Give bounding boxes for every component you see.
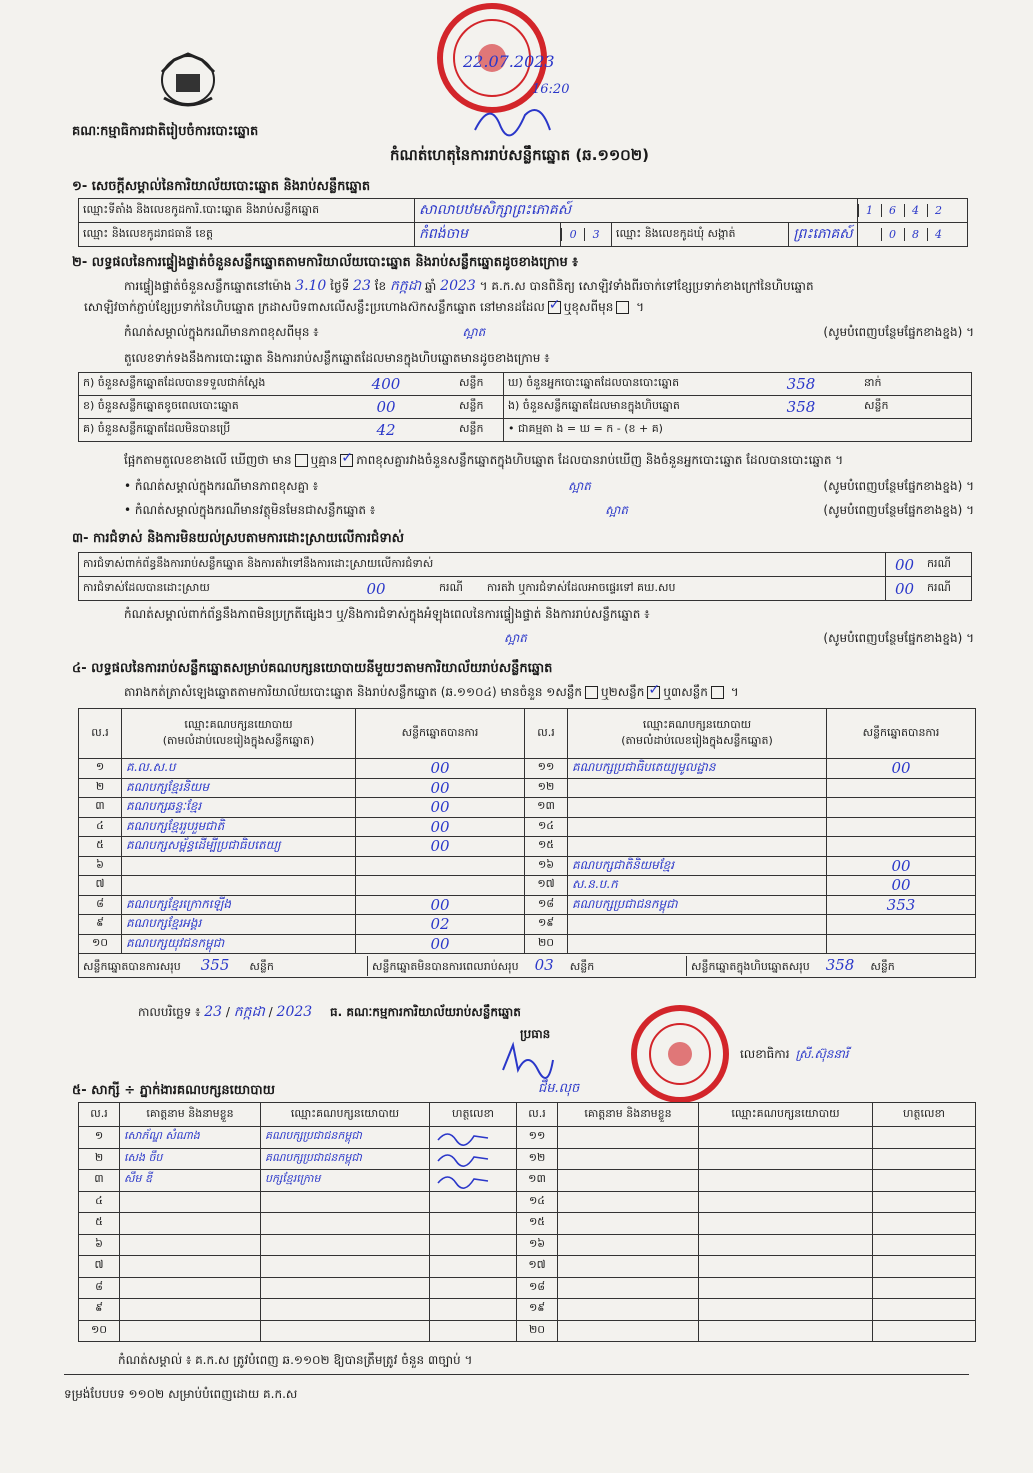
table-row (79, 778, 976, 798)
party-name: គណបក្សខ្មែររួបរួមជាតិ (122, 817, 356, 837)
witness-name (120, 1320, 261, 1342)
witness-party (261, 1256, 430, 1278)
witness-party (261, 1191, 430, 1213)
irregularity-note: កំណត់សម្គាល់ពាក់ព័ន្ធនឹងភាពមិនប្រក្រតីផ្សេងៗ ឬ/និងការជំទាស់ក្នុងអំឡុងពេលនៃការផ្ទៀងផ្ទាត់ និងការរាប់សន្លឹកឆ្នោត ៖ (124, 607, 650, 621)
row-number: ១១ (525, 759, 568, 779)
witness-signature-icon (434, 1171, 494, 1187)
org-name: គណៈកម្មាធិការជាតិរៀបចំការបោះឆ្នោត (72, 124, 259, 139)
record-sheets: តារាងកត់ត្រាសំឡេងឆ្នោតតាមការិយាល័យបោះឆ្នោត និងរាប់សន្លឹកឆ្នោត (ឆ.១១០៤) មានចំនួន ១សន្លឹក ឬ២សន្លឹក✓ ឬ៣សន្លឹក ។ (124, 684, 974, 702)
party-votes: 00 (356, 895, 525, 915)
row-number: ៦ (79, 856, 122, 876)
witness-signature (430, 1299, 517, 1321)
row-number: ១៩ (517, 1299, 558, 1321)
witness-signature (430, 1277, 517, 1299)
row-number: ១២ (525, 778, 568, 798)
province-code: 0 3 (561, 223, 612, 247)
witness-party (261, 1213, 430, 1235)
witness-name (558, 1299, 699, 1321)
row-number: ១៥ (517, 1213, 558, 1235)
witness-party (261, 1320, 430, 1342)
witness-party (699, 1256, 873, 1278)
figures-table (78, 372, 972, 442)
row-number: ១៥ (525, 837, 568, 857)
table-row (79, 856, 976, 876)
section1-table (78, 198, 968, 247)
party-name: ស.ន.ប.ក (568, 876, 827, 896)
row-number: ៣ (79, 1170, 120, 1192)
witness-party (699, 1234, 873, 1256)
chair-name: ជឹម.លុច (538, 1081, 580, 1096)
table-row (79, 1256, 976, 1278)
party-votes: 00 (827, 876, 976, 896)
party-name: គណបក្សខ្មែរក្រោកឡើង (122, 895, 356, 915)
witness-signature (873, 1191, 976, 1213)
witness-party (699, 1277, 873, 1299)
witness-signature (430, 1320, 517, 1342)
nec-emblem-icon (150, 42, 228, 114)
party-votes (356, 856, 525, 876)
witness-signature (873, 1127, 976, 1149)
party-name (122, 876, 356, 896)
row-number: ១៨ (525, 895, 568, 915)
footnote: កំណត់សម្គាល់ ៖ គ.ក.ស ត្រូវបំពេញ ឆ.១១០២ ឱ្យបានត្រឹមត្រូវ ចំនួន ៣ច្បាប់ ។ (118, 1353, 473, 1367)
date-line: កាលបរិច្ឆេទ ៖ 23 / កក្កដា / 2023 ធ. គណៈកម្មការការិយាល័យរាប់សន្លឹកឆ្នោត (138, 1004, 521, 1020)
witness-name (558, 1191, 699, 1213)
witness-name (120, 1277, 261, 1299)
figure-row: ខ) ចំនួនសន្លឹកឆ្នោតខូចពេលបោះឆ្នោត 00 សន្លឹក ង) ចំនួនសន្លឹកឆ្នោតដែលមានក្នុងហិបឆ្នោត 358 សន្លឹក (79, 396, 972, 419)
chair-label: ប្រធាន (520, 1027, 551, 1041)
party-votes (356, 876, 525, 896)
station-name: សាលាបឋមសិក្សាព្រះភោគស៍ (415, 199, 858, 223)
party-votes: 00 (356, 759, 525, 779)
row-number: ១១ (517, 1127, 558, 1149)
witness-party (699, 1320, 873, 1342)
form-title: កំណត់ហេតុនៃការរាប់សន្លឹកឆ្នោត (ឆ.១១០២) (390, 146, 650, 164)
witness-name (558, 1256, 699, 1278)
row-number: ២០ (517, 1320, 558, 1342)
commune-label: ឈ្មោះ និងលេខកូដឃុំ សង្កាត់ (611, 223, 788, 247)
table-row (79, 1213, 976, 1235)
witness-signature (430, 1148, 517, 1170)
witness-signature-icon (434, 1128, 494, 1144)
witness-name (120, 1191, 261, 1213)
witness-party (699, 1170, 873, 1192)
seal-paragraph: សោឡិវចាក់ភ្ជាប់ខ្សែប្រទាក់នៃហិបឆ្នោត ក្រដាសបិទពាសលើសន្លឹះប្រហោងស៊កសន្លឹកឆ្នោត នៅមានដដែល✓ ឬខុសពីមុន ។ (84, 299, 974, 317)
row-number: ១៣ (525, 798, 568, 818)
table-row (79, 915, 976, 935)
party-name: គណបក្សប្រជាជនកម្ពុជា (568, 895, 827, 915)
row-number: ១៣ (517, 1170, 558, 1192)
figure-row: ក) ចំនួនសន្លឹកឆ្នោតដែលបានទទួលជាក់ស្តែង 400 សន្លឹក ឃ) ចំនួនអ្នកបោះឆ្នោតដែលបានបោះឆ្នោត 358 នាក់ (79, 373, 972, 396)
witness-party (699, 1127, 873, 1149)
form-reference: ទម្រង់បែបបទ ១១០២ សម្រាប់បំពេញដោយ គ.ក.ស (64, 1387, 298, 1401)
witness-name (120, 1256, 261, 1278)
row-number: ៩ (79, 1299, 120, 1321)
party-votes: 00 (827, 856, 976, 876)
party-votes: 00 (356, 934, 525, 954)
witness-name (558, 1320, 699, 1342)
row-number: ២ (79, 778, 122, 798)
party-name: គណបក្សខ្មែរអង្គរ (122, 915, 356, 935)
party-votes (827, 798, 976, 818)
witness-name (120, 1299, 261, 1321)
witness-signature (873, 1213, 976, 1235)
witness-name (120, 1234, 261, 1256)
party-name (568, 934, 827, 954)
table-row (79, 934, 976, 954)
same-checkbox[interactable] (548, 301, 561, 314)
three-sheets-checkbox[interactable] (711, 686, 724, 699)
party-votes (827, 817, 976, 837)
witness-name (558, 1213, 699, 1235)
commune-name: ព្រះភោគស៍ (789, 223, 857, 247)
party-votes (827, 915, 976, 935)
party-name (568, 837, 827, 857)
province-label: ឈ្មោះ និងលេខកូដរាជធានី ខេត្ត (79, 223, 415, 247)
witness-party: គណបក្សប្រជាជនកម្ពុជា (261, 1127, 430, 1149)
party-name: គណបក្សឆន្ទៈខ្មែរ (122, 798, 356, 818)
witness-name (558, 1127, 699, 1149)
witness-signature (873, 1320, 976, 1342)
row-number: ២ (79, 1148, 120, 1170)
row-number: ១៧ (525, 876, 568, 896)
party-votes: 00 (356, 837, 525, 857)
row-number: ១៤ (517, 1191, 558, 1213)
party-votes: 00 (356, 817, 525, 837)
party-votes: 00 (827, 759, 976, 779)
row-number: ៥ (79, 837, 122, 857)
discrepancy-paragraph: ផ្អែកតាមតួលេខខាងលើ ឃើញថា មាន ឬគ្មាន✓ ភាពខុសគ្នារវាងចំនួនសន្លឹកឆ្នោតក្នុងហិបឆ្នោត ដែលបានរាប់ឃើញ និងចំនួនអ្នកបោះឆ្នោត ដែលបានបោះឆ្នោត ។ (124, 452, 974, 470)
irregularity-value: ស្អាត (សូមបំពេញបន្ថែមផ្នែកខាងខ្នង) ។ (504, 631, 974, 645)
party-name: គណបក្សប្រជាធិបតេយ្យមូលដ្ឋាន (568, 759, 827, 779)
table-row (79, 1170, 976, 1192)
chair-signature-icon (498, 1040, 558, 1080)
verification-paragraph: ការផ្ទៀងផ្ទាត់ចំនួនសន្លឹកឆ្នោតនៅម៉ោង 3.10 ថ្ងៃទី 23 ខែ កក្កដា ឆ្នាំ 2023 ។ គ.ក.ស បានពិនិត្យ សោឡិវទាំងពីរចាក់ទៅខ្សែប្រទាក់ខាងក្រៅនៃហិបឆ្នោត (124, 278, 814, 294)
party-name (568, 798, 827, 818)
party-votes (827, 934, 976, 954)
committee-stamp-icon (615, 1004, 745, 1104)
row-number: ៨ (79, 895, 122, 915)
witness-signature (430, 1127, 517, 1149)
witness-signature-icon (434, 1149, 494, 1165)
witness-signature (873, 1299, 976, 1321)
witness-signature (873, 1234, 976, 1256)
section5-title: ៥- សាក្សី ÷ ភ្នាក់ងារគណបក្សនយោបាយ (72, 1083, 275, 1098)
party-name (122, 856, 356, 876)
witness-signature (430, 1191, 517, 1213)
row-number: ៧ (79, 1256, 120, 1278)
station-label: ឈ្មោះទីតាំង និងលេខកូដការិ.បោះឆ្នោត និងរាប់សន្លឹកឆ្នោត (79, 199, 415, 223)
province-name: កំពង់ចាម (415, 223, 561, 247)
witness-name (120, 1213, 261, 1235)
witness-signature (873, 1277, 976, 1299)
row-number: ១៦ (517, 1234, 558, 1256)
row-number: ៨ (79, 1277, 120, 1299)
figures-intro: តួលេខទាក់ទងនឹងការបោះឆ្នោត និងការរាប់សន្លឹកឆ្នោតដែលមានក្នុងហិបឆ្នោតមានដូចខាងក្រោម ៖ (124, 351, 550, 365)
table-row (79, 895, 976, 915)
witness-party (261, 1277, 430, 1299)
witness-signature (430, 1234, 517, 1256)
witness-party: បក្សខ្មែរក្រោម (261, 1170, 430, 1192)
party-name: គណបក្សយុវជនកម្ពុជា (122, 934, 356, 954)
row-number: ២០ (525, 934, 568, 954)
witness-name: សោភ័ណ្ឌ សំណាង (120, 1127, 261, 1149)
witness-party: គណបក្សប្រជាជនកម្ពុជា (261, 1148, 430, 1170)
table-row (79, 1277, 976, 1299)
stamp-date: 22.07.2023 (463, 52, 555, 71)
witness-signature (430, 1256, 517, 1278)
row-number: ១៧ (517, 1256, 558, 1278)
has-difference-checkbox[interactable] (295, 454, 308, 467)
difference-note: កំណត់សម្គាល់ក្នុងករណីមានភាពខុសពីមុន ៖ ស្អាត (សូមបំពេញបន្ថែមផ្នែកខាងខ្នង) ។ (124, 325, 974, 339)
witness-name: សឹម ឌី (120, 1170, 261, 1192)
party-name (568, 915, 827, 935)
party-name (568, 778, 827, 798)
section2-title: ២- លទ្ធផលនៃការផ្ទៀងផ្ទាត់ចំនួនសន្លឹកឆ្នោតតាមការិយាល័យបោះឆ្នោត និងរាប់សន្លឹកឆ្នោតដូចខាងក្រោម ៖ (72, 255, 578, 270)
table-row (79, 1320, 976, 1342)
station-code: 1 6 4 2 (857, 199, 967, 223)
table-row (79, 817, 976, 837)
table-row (79, 1148, 976, 1170)
party-results-table: ល.រ ឈ្មោះគណបក្សនយោបាយ (តាមលំដាប់លេខរៀងក្នុងសន្លឹកឆ្នោត) សន្លឹកឆ្នោតបានការ ល.រ ឈ្មោះគណបក្សនយោបាយ (តាមលំដាប់លេខរៀងក្នុងសន្លឹកឆ្នោត) សន្លឹកឆ្នោតបានការ ១ គ.ល.ស.ប 00 ១១ គណបក្សប្រជាធិបតេយ្យមូលដ្ឋាន 00 ២ គណបក្សខ្មែរនិយម 00 ១២ ៣ គណបក្សឆន្ទៈខ្មែរ 00 ១៣ ៤ គណបក្សខ្មែររួបរួមជាតិ 00 ១៤ ៥ គណបក្សសម្ព័ន្ធដើម្បីប្រជាធិបតេយ្យ 00 ១៥ ៦ ១៦ គណបក្សជាតិនិយមខ្មែរ 00 ៧ ១៧ ស.ន.ប.ក 00 ៨ គណបក្សខ្មែរក្រោកឡើង 00 ១៨ គណបក្សប្រជាជនកម្ពុជា 353 ៩ គណបក្សខ្មែរអង្គរ 02 ១៩ ១០ គណបក្សយុវជនកម្ពុជា 00 ២០ សន្លឹកឆ្នោតបានការសរុប 355 សន្លឹក សន្លឹកឆ្នោតមិនបានការពេលរាប់សរុប 03 សន្លឹក សន្លឹកឆ្នោតក្នុងហិបឆ្នោតសរុប 358 សន្លឹក (78, 708, 976, 978)
row-number: ៤ (79, 817, 122, 837)
party-name: គណបក្សជាតិនិយមខ្មែរ (568, 856, 827, 876)
party-votes: 00 (356, 778, 525, 798)
invalid-total: សន្លឹកឆ្នោតមិនបានការពេលរាប់សរុប 03 សន្លឹក (368, 956, 687, 976)
witness-party (261, 1234, 430, 1256)
table-row (79, 1127, 976, 1149)
table-row (79, 759, 976, 779)
row-number: ១០ (79, 1320, 120, 1342)
difference-remark: • កំណត់សម្គាល់ក្នុងករណីមានភាពខុសគ្នា ៖ ស្អាត (សូមបំពេញបន្ថែមផ្នែកខាងខ្នង) ។ (124, 479, 974, 493)
witnesses-table: ល.រ គោត្តនាម និងនាមខ្លួន ឈ្មោះគណបក្សនយោបាយ ហត្ថលេខា ល.រ គោត្តនាម និងនាមខ្លួន ឈ្មោះគណបក្សនយោបាយ ហត្ថលេខា ១ សោភ័ណ្ឌ សំណាង គណបក្សប្រជាជនកម្ពុជា ១១ ២ សេង ចឹប គណបក្សប្រជាជនកម្ពុជា ១២ ៣ សឹម ឌី បក្សខ្មែរក្រោម ១៣ ៤ ១៤ ៥ ១៥ ៦ ១៦ ៧ ១៧ ៨ ១៨ ៩ ១៩ ១០ ២០ (78, 1102, 976, 1342)
row-number: ៧ (79, 876, 122, 896)
witness-name (558, 1170, 699, 1192)
row-number: ១៦ (525, 856, 568, 876)
table-row (79, 1191, 976, 1213)
two-sheets-checkbox[interactable] (647, 686, 660, 699)
signature-icon (470, 95, 560, 140)
row-number: ១៩ (525, 915, 568, 935)
row-number: ៥ (79, 1213, 120, 1235)
witness-party (699, 1213, 873, 1235)
objections-table: ការជំទាស់ពាក់ព័ន្ធនឹងការរាប់សន្លឹកឆ្នោត និងការតវ៉ាទៅនឹងការដោះស្រាយលើការជំទាស់ 00 ករណី ការជំទាស់ដែលបានដោះស្រាយ 00 ករណី ការតវ៉ា ឬការជំទាស់ដែលអាចផ្ទេរទៅ គឃ.សប 00 ករណី (78, 552, 972, 601)
witness-signature (873, 1256, 976, 1278)
witness-signature (430, 1170, 517, 1192)
party-name: គណបក្សខ្មែរនិយម (122, 778, 356, 798)
row-number: ១៨ (517, 1277, 558, 1299)
witness-party (261, 1299, 430, 1321)
table-row (79, 1234, 976, 1256)
table-row (79, 837, 976, 857)
row-number: ១២ (517, 1148, 558, 1170)
row-number: ១៤ (525, 817, 568, 837)
witness-name (558, 1277, 699, 1299)
witness-name: សេង ចឹប (120, 1148, 261, 1170)
party-votes (827, 837, 976, 857)
witness-name (558, 1148, 699, 1170)
witness-party (699, 1148, 873, 1170)
party-name: គ.ល.ស.ប (122, 759, 356, 779)
secretary: លេខាធិការ ស្រី.ស៊ុននារី (740, 1047, 849, 1061)
table-row (79, 1299, 976, 1321)
row-number: ៤ (79, 1191, 120, 1213)
figure-row: គ) ចំនួនសន្លឹកឆ្នោតដែលមិនបានប្រើ 42 សន្លឹក • ជាគម្មតា ង = ឃ = ក - (ខ + គ) (79, 419, 972, 442)
party-votes: 353 (827, 895, 976, 915)
one-sheet-checkbox[interactable] (585, 686, 598, 699)
section3-title: ៣- ការជំទាស់ និងការមិនយល់ស្របតាមការដោះស្រាយលើការជំទាស់ (72, 531, 404, 546)
party-votes (827, 778, 976, 798)
witness-signature (873, 1148, 976, 1170)
row-number: ១០ (79, 934, 122, 954)
party-name (568, 817, 827, 837)
row-number: ៩ (79, 915, 122, 935)
row-number: ៦ (79, 1234, 120, 1256)
verify-time: 3.10 (295, 278, 327, 294)
witness-signature (873, 1170, 976, 1192)
row-number: ៣ (79, 798, 122, 818)
witness-party (699, 1299, 873, 1321)
commune-code: 0 8 4 (857, 223, 967, 247)
different-checkbox[interactable] (616, 301, 629, 314)
stamp-time: 16:20 (532, 82, 570, 97)
party-votes: 02 (356, 915, 525, 935)
section1-title: ១- សេចក្តីសម្គាល់នៃការិយាល័យបោះឆ្នោត និងរាប់សន្លឹកឆ្នោត (72, 179, 371, 194)
row-number: ១ (79, 759, 122, 779)
witness-party (699, 1191, 873, 1213)
table-row (79, 876, 976, 896)
nonballot-remark: • កំណត់សម្គាល់ក្នុងករណីមានវត្ថុមិនមែនជាសន្លឹកឆ្នោត ៖ ស្អាត (សូមបំពេញបន្ថែមផ្នែកខាងខ្នង) ។ (124, 503, 974, 517)
row-number: ១ (79, 1127, 120, 1149)
no-difference-checkbox[interactable] (340, 454, 353, 467)
party-name: គណបក្សសម្ព័ន្ធដើម្បីប្រជាធិបតេយ្យ (122, 837, 356, 857)
witness-name (558, 1234, 699, 1256)
party-votes: 00 (356, 798, 525, 818)
table-row (79, 798, 976, 818)
valid-total: សន្លឹកឆ្នោតបានការសរុប 355 សន្លឹក (79, 956, 368, 976)
section4-title: ៤- លទ្ធផលនៃការរាប់សន្លឹកឆ្នោតសម្រាប់គណបក្សនយោបាយនីមួយៗតាមការិយាល័យរាប់សន្លឹកឆ្នោត (72, 661, 553, 676)
witness-signature (430, 1213, 517, 1235)
box-total: សន្លឹកឆ្នោតក្នុងហិបឆ្នោតសរុប 358 សន្លឹក (691, 955, 895, 974)
